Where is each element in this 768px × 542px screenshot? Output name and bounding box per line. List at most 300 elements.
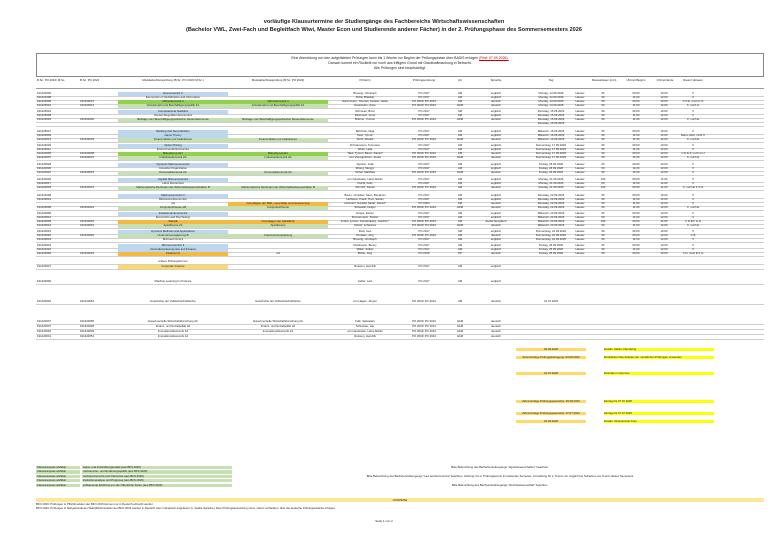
cell-b: 191320049 (80, 330, 94, 333)
cell-k: 60 (601, 224, 605, 227)
cell-s2: 12:00 (660, 202, 668, 205)
cell-m: Industrial Organization (159, 167, 187, 170)
cell-m2: Grundlagen der BWL: Geschäfte und Finanzierung (246, 202, 310, 205)
cell-m: Beiträge zum Beschäftigungspolitische/ Ressortökonomie (137, 118, 209, 121)
cell-s2: 10:00 (660, 92, 668, 95)
cell-p: Sichel, Matthias (355, 171, 375, 174)
cell-s1: 09:00 (632, 110, 640, 113)
cell-po: PO 2017 (418, 194, 430, 197)
cell-m: Economics of Globalization and Information (146, 96, 200, 99)
special-note: Modulleiter bitte Zeitplan der mündlichen Prüfungen einsenden (604, 356, 714, 359)
cell-n: 191220020 (37, 234, 51, 237)
cell-n: 191220006 (37, 252, 51, 255)
cell-s1: 11:00 (632, 134, 640, 137)
cell-h: X (692, 92, 694, 95)
cell-d: Montag, 21.09.2026 (538, 186, 564, 189)
cell-room: Hauser (575, 114, 585, 117)
cell-n: 191420040 (37, 300, 51, 303)
cell-h: C, noch E F G H (682, 186, 704, 189)
cell-n: 191420037 (37, 320, 51, 323)
cell-room: Hauser (575, 182, 585, 185)
cell-p: von Hagen, Jürgen (353, 300, 377, 303)
cell-room: Hauser (575, 238, 585, 241)
cell-s1: 11:00 (632, 224, 640, 227)
legend-tag: Klausuranpass wählbar (36, 475, 80, 478)
cell-s1: 09:00 (632, 194, 640, 197)
cell-po: PO 2017 (418, 265, 430, 268)
cell-d: Donnerstag, 24.09.2026 (535, 234, 566, 237)
cell-po: PO 2017 (418, 216, 430, 219)
cell-k: 60 (601, 104, 605, 107)
cell-m: Banking and Securitization (156, 130, 190, 133)
cell-a: AM (457, 144, 463, 147)
cell-p: Tatur, Tymon (357, 134, 373, 137)
cell-p: Zhang, Mengyi (355, 167, 375, 170)
cell-s2: 12:00 (660, 171, 668, 174)
cell-s: deutsch (491, 104, 501, 107)
cell-n: 191220019 (37, 238, 51, 241)
cell-h: C D, noch E F G (682, 252, 704, 255)
cell-a: HAM (456, 224, 464, 227)
cell-b: 191320016 (80, 220, 94, 223)
cell-m2: Konjunkturtheorie (267, 206, 289, 209)
cell-s: englisch (490, 265, 502, 268)
cell-h: C (691, 202, 695, 205)
cell-d: Mittwoch, 23.09.2026 (537, 224, 565, 227)
cell-s2: 12:00 (660, 224, 668, 227)
cell-s1: 09:00 (632, 252, 640, 255)
cell-s2: 12:00 (660, 134, 668, 137)
cell-s: englisch (490, 182, 502, 185)
col-header-art: Art (458, 78, 462, 82)
row-rule (36, 228, 764, 229)
cell-h: C B (690, 234, 696, 237)
cell-b: 191320003 (80, 138, 94, 141)
cell-k: 60 (601, 130, 605, 133)
cell-room: Hauser (575, 234, 585, 237)
cell-s1: 09:00 (632, 220, 640, 223)
cell-n: 191220006 (37, 280, 51, 283)
cell-room: Hauser (575, 194, 585, 197)
cell-s1: 09:00 (632, 130, 640, 133)
row-rule (36, 175, 764, 176)
cell-k: 60 (601, 156, 605, 159)
cell-m2: Unternehmensplanung (263, 234, 293, 237)
cell-k: 60 (601, 152, 605, 155)
cell-a: AM (457, 182, 463, 185)
cell-m2: Mathematische Methoden der Wirtschaftswissenschaften B (241, 186, 315, 189)
cell-s2: 10:00 (660, 230, 668, 233)
cell-p: Falk, Sebastian (355, 320, 375, 323)
cell-s2: 12:00 (660, 96, 668, 99)
cell-p: Roloson, Hendrik (354, 335, 376, 338)
cell-p: Hofmann, Frank; Kruz, Stefan (346, 198, 384, 201)
cell-m: Corporate Finance (161, 265, 185, 268)
cell-s: deutsch (491, 234, 501, 237)
cell-s2: 10:00 (660, 130, 668, 133)
row-rule (36, 284, 764, 285)
cell-h: X (692, 110, 694, 113)
cell-p: Deniaan, Jörg (356, 234, 374, 237)
cell-n: 191220008 (37, 100, 51, 103)
cell-s: englisch (490, 114, 502, 117)
cell-a: HAM (456, 206, 464, 209)
cell-d: Mittwoch, 23.09.2026 (537, 220, 565, 223)
cell-p: Weier, Leila (357, 148, 373, 151)
cell-s: deutsch (491, 118, 501, 121)
cell-b: 191320014 (80, 186, 94, 189)
cell-n: 191220018 (37, 186, 51, 189)
cell-s1: 11:00 (632, 202, 640, 205)
cell-p: Hartermann, Thomas; Kessler, Heike (342, 100, 388, 103)
cell-s2: 12:00 (660, 216, 668, 219)
cell-n: 191220012 (37, 216, 51, 219)
cell-m: Dynamic Methods and Applications (151, 230, 195, 233)
row-rule (36, 242, 764, 243)
cell-b: 191320004 (80, 252, 94, 255)
cell-p: von Gaudecker, Hans-Martin (347, 178, 383, 181)
row-rule (36, 142, 764, 143)
cell-n: 191220008 (37, 206, 51, 209)
cell-s: deutsch (491, 138, 501, 141)
cell-po: PO 2016/ PO 2024 (412, 186, 436, 189)
cell-m2: Geschichte der Volkswirtschaftslehre (255, 300, 301, 303)
cell-h: X, noch G (686, 104, 700, 107)
cell-po: PO 2017 (418, 163, 430, 166)
cell-po: PO 2017 (418, 244, 430, 247)
cell-n: 191220030 (37, 167, 51, 170)
cell-room: Hauser (575, 202, 585, 205)
cell-m: Industrieökonomik 2A (159, 156, 187, 159)
cell-k: 60 (601, 244, 605, 247)
cell-k: 60 (601, 144, 605, 147)
footnote-2: BFO 2026: Prüfungen in fachgebundenen Wahlpflichtmodulen der BFO 2016 werden in Deutsch oder in Englisch angeboten (s. Spalte Sprache). Eine Prüfungsanmeldung muss, sofern vorhanden, über die deutsche Prüfungsvariante erfolgen. (36, 507, 336, 510)
cell-s: englisch (490, 280, 502, 283)
col-header-ende: Uhrzeit Ende (656, 78, 674, 82)
cell-n: 191220030 (37, 178, 51, 181)
cell-a: AM (457, 130, 463, 133)
cell-s: englisch (490, 92, 502, 95)
cell-n: 191224029 (37, 144, 51, 147)
cell-m2: Industrieökonomik 2A (264, 156, 292, 159)
cell-m: Geschichte der Volkswirtschaftslehre (150, 300, 196, 303)
cell-a: HAM (456, 320, 464, 323)
cell-room: Hauser (575, 244, 585, 247)
cell-a: AM (457, 216, 463, 219)
cell-room: Hauser (575, 148, 585, 151)
cell-b: 191320051 (80, 335, 94, 338)
cell-d: Montag, 14.09.2026 (538, 100, 564, 103)
cell-s: englisch (490, 244, 502, 247)
cell-s: englisch (490, 96, 502, 99)
cell-k: 60 (601, 148, 605, 151)
cell-s: deutsch (491, 330, 501, 333)
special-date: 25.09.2026 (516, 348, 586, 351)
cell-s1: 09:00 (632, 178, 640, 181)
cell-m: Environmental Economics (156, 148, 190, 151)
cell-p: Geffer, Lars (357, 280, 373, 283)
cell-po: PO 2016/ PO 2024 (412, 156, 436, 159)
cell-po: PO 2016/ PO 2024 (412, 138, 436, 141)
col-header-dauer: Klausurdauer (min) (591, 78, 617, 82)
cell-k: 60 (601, 110, 605, 113)
cell-s1: 09:00 (632, 186, 640, 189)
cell-b: 191320030 (80, 118, 94, 121)
cell-m2: Personalökonomik 2A (264, 171, 292, 174)
cell-n: 191220014 (37, 224, 51, 227)
cell-s2: 12:00 (660, 167, 668, 170)
cell-s2: 12:00 (660, 248, 668, 251)
cell-s1: 11:00 (632, 104, 640, 107)
cell-p: Hoppe, Eszter (356, 212, 374, 215)
cell-d: Donnerstag, 24.09.2026 (535, 238, 566, 241)
cell-d: Freitag, 18.09.2026 (538, 167, 564, 170)
cell-m2: Finanzmärkte und Institutionen (258, 138, 298, 141)
col-header-pruefer: Prüfer/in (359, 78, 371, 82)
legend-text: Verbraucher- und Ernährungspolitik (aus BFS 2026) (82, 470, 232, 473)
cell-h: X (692, 171, 694, 174)
cell-p: Stohl, Rosaid (356, 138, 374, 141)
cell-n: 191220009 (37, 220, 51, 223)
cell-k: 60 (601, 216, 605, 219)
cell-m: Mikroökonomik I (162, 152, 184, 155)
cell-po: PO 2016/ PO 2024 (412, 171, 436, 174)
cell-n: 191220011 (37, 148, 51, 151)
cell-a: AM (457, 238, 463, 241)
cell-s1: 09:00 (632, 152, 640, 155)
cell-m2: Innovationsökonomik 2A (262, 330, 294, 333)
col-header-modul-2016: Modulabschlussprüfung (B.Sc. PO 2016/ M.Sc.) (142, 78, 204, 82)
cell-k: 60 (601, 100, 605, 103)
cell-s2: 10:00 (660, 110, 668, 113)
cell-room: Hauser (575, 118, 585, 121)
cell-m: andere Prüfungsformen (158, 260, 188, 263)
cell-a: AM (457, 96, 463, 99)
cell-h: X (692, 148, 694, 151)
cell-s2: 12:00 (660, 138, 668, 141)
col-header-bsc-2016: B.Sc. PO 2016/ M.Sc. (37, 78, 66, 82)
cell-s: deutsch (491, 152, 501, 155)
legend-note: Bitte Beleuchtung des Bachelorstudiengangs "Law and Economics" beachten. Achtung: bis 2. Prüfungstermin im laufenden Semester. Anmeldung für 2. Termin nur möglich bei Teilnahme am Termin dieses Semesters (366, 474, 634, 478)
cell-h: X (692, 114, 694, 117)
cell-po: PO 2017 (418, 198, 430, 201)
cell-h: X (692, 167, 694, 170)
cell-k: 60 (601, 171, 605, 174)
cell-n: 191220016 (37, 171, 51, 174)
cell-s1: 11:00 (632, 216, 640, 219)
cell-m: Microeconomics II (161, 244, 185, 247)
legend-text: Aufbauende Einführung in die Öffentliche Kultur (aus BFS 2026) (82, 484, 232, 487)
cell-a: AM (457, 152, 463, 155)
cell-s1: 11:00 (632, 167, 640, 170)
cell-a: AM (457, 186, 463, 189)
cell-k: 120 (600, 178, 606, 181)
title-line-1: vorläufige Klausurtermine der Studiengänge des Fachbereichs Wirtschaftswissenschaften (263, 19, 505, 25)
cell-s2: 10:00 (660, 244, 668, 247)
cell-a: AM (457, 244, 463, 247)
cell-room: Hauser (575, 92, 585, 95)
cell-s: englisch (490, 248, 502, 251)
cell-b: 191320026 (80, 234, 94, 237)
cell-a: AM (457, 202, 463, 205)
cell-po: PO 2017 (418, 134, 430, 137)
cell-n: 191221008 (37, 96, 51, 99)
cell-d: Dienstag, 15.09.2026 (537, 114, 565, 117)
cell-room: Hauser (575, 100, 585, 103)
cell-d: Donnerstag, 24.09.2026 (535, 230, 566, 233)
cell-m: Spieltheorie 2A (163, 224, 183, 227)
cell-s1: 09:00 (632, 100, 640, 103)
cell-a: AM (457, 92, 463, 95)
cell-k: 60 (601, 234, 605, 237)
cell-d: Montag, 14.09.2026 (538, 104, 564, 107)
cell-k: 120 (600, 220, 606, 223)
row-rule (36, 339, 764, 340)
cell-s1: 09:00 (632, 234, 640, 237)
cell-m: n/a (171, 202, 175, 205)
cell-d: Montag, 14.09.2026 (538, 92, 564, 95)
cell-s2: 12:00 (660, 156, 668, 159)
cell-h: X (692, 194, 694, 197)
cell-p: Brenne, Yvonne (355, 118, 375, 121)
cell-k: 60 (601, 230, 605, 233)
cell-room: Hauser (575, 130, 585, 133)
row-rule (36, 126, 764, 127)
legend-tag: Klausuranpass wählbar (36, 470, 80, 473)
cell-h: C, noch E (686, 138, 700, 141)
cell-po: PO 2016 (418, 252, 430, 255)
cell-s: englisch (490, 163, 502, 166)
cell-k: 60 (601, 118, 605, 121)
cell-s: deutsch (491, 156, 501, 159)
special-note: Details: Oberseminar Kurs (604, 420, 714, 423)
cell-h: X (692, 163, 694, 166)
cell-m2: Grundlagen der Statistik B (261, 220, 295, 223)
cell-s1: 11:00 (632, 182, 640, 185)
cell-s: englisch (490, 230, 502, 233)
cell-po: PO 2016/ PO 2024 (412, 325, 436, 328)
cell-a: AM (457, 300, 463, 303)
cell-po: PO 2017 (418, 144, 430, 147)
cell-n: 191220027 (37, 265, 51, 268)
cell-p: Hofmann, Nandita Sarah; Fazad* (344, 202, 386, 205)
cell-h: C, noch E (686, 156, 700, 159)
row-rule (36, 269, 764, 270)
cell-n: 191220019 (37, 198, 51, 201)
cell-p: Rudi, Ines (358, 230, 372, 233)
legend-note: Bitte Beleuchtung des Bachelorstudiengangs "Agrarwissenschaften" beachten. (451, 466, 549, 469)
cell-h: Raum GH2, nicht C (680, 134, 706, 137)
cell-n: 191220009 (37, 134, 51, 137)
cell-room: Hauser (575, 171, 585, 174)
cell-h: C, noch E (686, 224, 700, 227)
cell-m: Personalökonomik 2A (159, 171, 187, 174)
cell-s2: 10:00 (660, 234, 668, 237)
row-rule (36, 190, 764, 191)
cell-p: Schaukal, Holger (354, 206, 376, 209)
cell-s2: 12:00 (660, 206, 668, 209)
cell-po: PO 2016/ PO 2024 (412, 152, 436, 155)
cell-s1: 11:00 (632, 198, 640, 201)
cell-s1: 11:00 (632, 148, 640, 151)
cell-k: 60 (601, 138, 605, 141)
cell-s: deutsch (491, 224, 501, 227)
cell-po: PO 2016/ PO 2024 (412, 330, 436, 333)
cell-p: Dutta, Bhaskar (355, 96, 375, 99)
cell-s: deutsch (491, 186, 501, 189)
cell-n: 191225027 (37, 130, 51, 133)
cell-po: PO 2016/ PO 2024 (412, 118, 436, 121)
cell-s1: 09:00 (632, 230, 640, 233)
col-header-bsc-2024: B.Sc. PO 2024 (80, 78, 100, 82)
cell-a: AM (457, 194, 463, 197)
cell-d: Dienstag, 22.09.2026 (537, 206, 565, 209)
cell-m: Interest Regulation Economics (154, 114, 192, 117)
cell-room: Hauser (575, 220, 585, 223)
cell-a: HAM (456, 330, 464, 333)
cell-h: C D E, noch H G (682, 100, 704, 103)
cell-po: PO 2017 (418, 96, 430, 99)
cell-p: Di Francesco, Tommaso (349, 144, 381, 147)
cell-k: 120 (600, 186, 606, 189)
cell-k: 60 (601, 114, 605, 117)
cell-m: Innovationsökonomik 2A (157, 335, 189, 338)
cell-b: 191320050 (80, 320, 94, 323)
cell-po: PO 2017 (418, 280, 430, 283)
cell-a: HAM (456, 171, 464, 174)
cell-d: Montag, 14.09.2026 (538, 96, 564, 99)
cell-h: C, noch E (686, 206, 700, 209)
cell-s2: 12:00 (660, 238, 668, 241)
cell-s: deutsch (491, 325, 501, 328)
cell-n: 191220008 (37, 212, 51, 215)
cell-k: 60 (601, 96, 605, 99)
cell-n: 191220007 (37, 156, 51, 159)
cell-s: deutsch (491, 171, 501, 174)
cell-po: PO 2017 (418, 114, 430, 117)
cell-m: International Economics and Finance (149, 248, 197, 251)
cell-m: Institutional Economics (158, 212, 188, 215)
cell-k: 60 (601, 167, 605, 170)
cell-d: Donnerstag, 17.09.2026 (535, 148, 566, 151)
cell-a: HAM (456, 335, 464, 338)
cell-po: PO 2016/ PO 2024 (412, 234, 436, 237)
cell-room: Hauser (575, 110, 585, 113)
cell-room: Hauser (575, 138, 585, 141)
cell-s2: 11:00 (660, 220, 668, 223)
cell-b: 191320048 (80, 325, 94, 328)
cell-h: X (692, 130, 694, 133)
cell-s: englisch (490, 110, 502, 113)
cell-po: PO 2017 (418, 238, 430, 241)
cell-s2: 12:00 (660, 182, 668, 185)
cell-b: 191320014 (80, 104, 94, 107)
cell-p: Schmeier, Bonn (355, 110, 375, 113)
cell-s1: 11:00 (632, 138, 640, 141)
cell-d: Dienstag, 22.09.2026 (537, 202, 565, 205)
cell-s2: 10:00 (660, 212, 668, 215)
cell-s2: 12:00 (660, 114, 668, 117)
cell-d: Donnerstag, 17.09.2026 (535, 144, 566, 147)
legend-tag: Klausuranpass wählbar (36, 466, 80, 469)
cell-p: Schmitz, Daniel (355, 186, 375, 189)
cell-po: PO 2016/ PO 2024 (412, 320, 436, 323)
cell-h: X (692, 248, 694, 251)
special-note: Referate im Seminar (604, 372, 714, 375)
cell-s2: 10:00 (660, 100, 668, 103)
cell-k: 60 (601, 252, 605, 255)
cell-po: PO 2017 (418, 130, 430, 133)
